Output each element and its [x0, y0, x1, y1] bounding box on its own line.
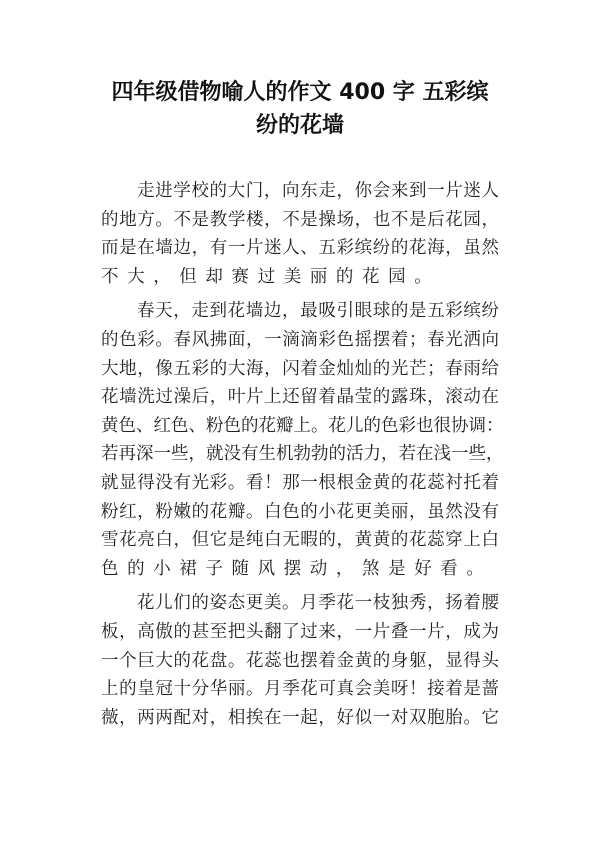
document-body [101, 177, 504, 738]
text-line: 一个巨大的花盘。花蕊也摆着金黄的身躯，显得头 [101, 650, 499, 671]
text-line: 花儿们的姿态更美。月季花一枝独秀，扬着腰 [137, 593, 499, 614]
text-line: 若再深一些，就没有生机勃勃的活力，若在浅一些， [101, 444, 504, 465]
text-line: 就显得没有光彩。看！那一根根金黄的花蕊衬托着 [101, 472, 499, 493]
text-line: 不大，但却赛过美丽的花园。 [101, 266, 441, 287]
document-title [60, 76, 540, 142]
paragraph [101, 177, 499, 291]
text-line: 上的皇冠十分华丽。月季花可真会美呀！接着是蔷 [101, 679, 499, 700]
title-line: 纷的花墙 [255, 113, 344, 138]
text-line: 大地，像五彩的大海，闪着金灿灿的光芒；春雨给 [101, 358, 499, 379]
paragraph [101, 297, 504, 583]
text-line: 板，高傲的甚至把头翻了过来，一片叠一片，成为 [101, 621, 499, 642]
paragraph [101, 589, 499, 732]
text-line: 的地方。不是教学楼，不是操场，也不是后花园， [101, 209, 499, 230]
text-line: 花墙洗过澡后，叶片上还留着晶莹的露珠，滚动在 [101, 387, 499, 408]
text-line: 的色彩。春风拂面，一滴滴彩色摇摆着；春光洒向 [101, 329, 499, 350]
text-line: 粉红，粉嫩的花瓣。白色的小花更美丽，虽然没有 [101, 501, 499, 522]
text-line: 色的小裙子随风摆动，煞是好看。 [101, 558, 493, 579]
text-line: 而是在墙边，有一片迷人、五彩缤纷的花海，虽然 [101, 238, 499, 259]
text-line: 雪花亮白，但它是纯白无暇的，黄黄的花蕊穿上白 [101, 530, 499, 551]
text-line: 走进学校的大门，向东走，你会来到一片迷人 [137, 181, 499, 201]
text-line: 春天，走到花墙边，最吸引眼球的是五彩缤纷 [137, 301, 499, 322]
text-line: 黄色、红色、粉色的花瓣上。花儿的色彩也很协调： [101, 415, 504, 436]
text-line: 薇，两两配对，相挨在一起，好似一对双胞胎。它 [101, 707, 499, 728]
title-line: 四年级借物喻人的作文 400 字 五彩缤 [111, 80, 489, 105]
